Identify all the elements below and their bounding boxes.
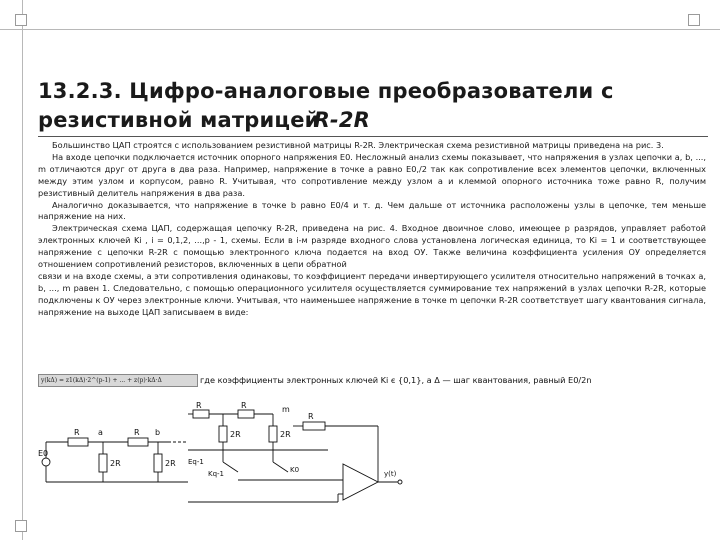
label-source: E0 [38, 449, 49, 458]
paragraph-2: На входе цепочки подключается источник опорного напряжения E0. Несложный анализ схемы показывает, что напряжения в узлах цепочки a, b, ..., m отличаются друг от друга в два раза. Например, напряжение в точке a равно E0,/2 так как сопротивление всех элементов цепочки, включенных между этим узлом и корпусом, равно R. Учитывая, что сопротивление между узлом a и клеммой опорного источника тоже равно R, получим резистивный делитель напряжения в два раза. [38, 151, 706, 198]
formula-image [38, 374, 198, 387]
label-r-top-2: R [241, 402, 247, 410]
label-switch-kq-1: Kq-1 [208, 470, 225, 478]
paragraph-1: Большинство ЦАП строятся с использованием резистивной матрицы R-2R. Электрическая схема резистивной матрицы приведена на рис. 3. [52, 140, 664, 150]
slide-title [38, 77, 708, 135]
label-r-b: R [134, 428, 140, 437]
title-underline [38, 136, 708, 137]
label-2r-1: 2R [110, 459, 121, 468]
label-node-m: m [282, 405, 290, 414]
slide-body [38, 140, 706, 319]
label-2r-2: 2R [165, 459, 176, 468]
title-line-1: 13.2.3. Цифро-аналоговые преобразователи с [38, 79, 614, 103]
formula-description: где коэффициенты электронных ключей Ki є {0,1}, а Δ — шаг квантования, равный E0/2n [200, 375, 592, 385]
title-line-2 [38, 106, 708, 135]
label-r-top-1: R [196, 402, 202, 410]
label-switch-k0: K0 [290, 466, 300, 474]
title-line-2-main: резистивной матрицей [38, 108, 320, 132]
corner-square-top-left [15, 14, 27, 26]
circuit-schematic [38, 402, 408, 512]
title-line-2-italic: R-2R [313, 108, 371, 132]
corner-square-top-right [688, 14, 700, 26]
label-r-feedback: R [308, 412, 314, 421]
label-2r-mid-1: 2R [230, 430, 241, 439]
label-output: y(t) [384, 470, 397, 478]
paragraph-3: Аналогично доказывается, что напряжение в точке b равно E0/4 и т. д. Чем дальше от источника расположены узлы в цепочке, тем меньше напряжение на них. [38, 199, 706, 222]
label-node-b: b [155, 428, 161, 437]
label-e-q-1: Eq-1 [188, 458, 204, 466]
paragraph-5: связи и на входе схемы, а эти сопротивления одинаковы, то коэффициент передачи инвертирующего усилителя относительно напряжений в точках a, b, ..., m равен 1. Следовательно, с помощью операционного усилителя осуществляется суммирование тех напряжений в узлах цепочки R-2R, которые подключены к ОУ через электронные ключи. Учитывая, что наименьшее напряжение в точке m цепочки R-2R соответствует шагу квантования сигнала, напряжение на выходе ЦАП записываем в виде: [38, 270, 706, 317]
ladder-right [188, 410, 402, 502]
paragraph-4: Электрическая схема ЦАП, содержащая цепочку R-2R, приведена на рис. 4. Входное двоичное слово, имеющее p разрядов, управляет работой электронных ключей Ki , i = 0,1,2, ...,p - 1, схемы. Если в i-м разряде входного слова установлена логическая единица, то Ki = 1 и соответствующее напряжение с цепочки R-2R с помощью электронного ключа подается на вход ОУ. Также величина коэффициента усиления ОУ определяется отношением сопротивлений резисторов, включенных в цепи обратной [38, 223, 706, 270]
label-2r-mid-2: 2R [280, 430, 291, 439]
top-guide-line [0, 29, 720, 30]
corner-square-bottom-left [15, 520, 27, 532]
label-node-a: a [98, 428, 103, 437]
left-guide-line [22, 0, 23, 540]
formula-image-text: y(kΔ) = z1(kΔ)·2^(p-1) + ... + z(p)·kΔ·Δ [41, 377, 162, 384]
label-r-a: R [74, 428, 80, 437]
